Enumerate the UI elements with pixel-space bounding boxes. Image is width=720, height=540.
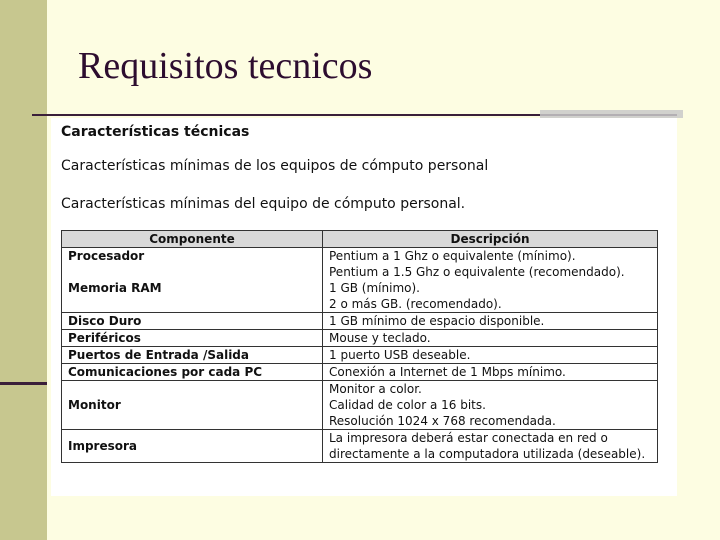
component-cell: Puertos de Entrada /Salida (62, 347, 323, 364)
table-row (62, 280, 658, 313)
component-cell: Comunicaciones por cada PC (62, 364, 323, 381)
document-subheading-2: Características mínimas del equipo de cómputo personal. (61, 196, 466, 212)
column-header-description: Descripción (323, 231, 658, 248)
component-cell (62, 248, 323, 281)
description-cell (323, 381, 658, 430)
component-label: Memoria RAM (68, 281, 162, 295)
title-underline-accent (540, 110, 683, 118)
table-row (62, 430, 658, 463)
description-line: Pentium a 1 Ghz o equivalente (mínimo). (329, 249, 576, 263)
component-cell (62, 280, 323, 313)
table-header-row (62, 231, 658, 248)
document-image (51, 118, 677, 496)
description-cell: La impresora deberá estar conectada en red o directamente a la computadora utilizada (deseable). (323, 430, 658, 463)
column-header-component: Componente (62, 231, 323, 248)
description-line: Resolución 1024 x 768 recomendada. (329, 414, 556, 428)
document-subheading-1: Características mínimas de los equipos de cómputo personal (61, 158, 489, 174)
description-line: 1 GB (mínimo). (329, 281, 420, 295)
description-cell (323, 280, 658, 313)
left-accent-rule (0, 382, 47, 385)
table-row (62, 364, 658, 381)
description-line: Pentium a 1.5 Ghz o equivalente (recomendado). (329, 265, 625, 279)
table-row (62, 248, 658, 281)
component-cell: Disco Duro (62, 313, 323, 330)
description-line: Monitor a color. (329, 382, 422, 396)
table-row (62, 313, 658, 330)
table-row (62, 347, 658, 364)
left-sidebar-strip (0, 0, 47, 540)
component-label: Procesador (68, 249, 145, 263)
slide-title: Requisitos tecnicos (78, 45, 373, 87)
table-row (62, 330, 658, 347)
component-cell: Periféricos (62, 330, 323, 347)
description-cell: 1 GB mínimo de espacio disponible. (323, 313, 658, 330)
description-line: Calidad de color a 16 bits. (329, 398, 486, 412)
description-line: 2 o más GB. (recomendado). (329, 297, 502, 311)
table-row (62, 381, 658, 430)
component-cell: Impresora (62, 430, 323, 463)
component-cell: Monitor (62, 381, 323, 430)
description-cell: Mouse y teclado. (323, 330, 658, 347)
description-cell (323, 248, 658, 281)
requirements-table (61, 230, 658, 463)
description-cell: Conexión a Internet de 1 Mbps mínimo. (323, 364, 658, 381)
document-heading: Características técnicas (61, 124, 250, 140)
description-cell: 1 puerto USB deseable. (323, 347, 658, 364)
